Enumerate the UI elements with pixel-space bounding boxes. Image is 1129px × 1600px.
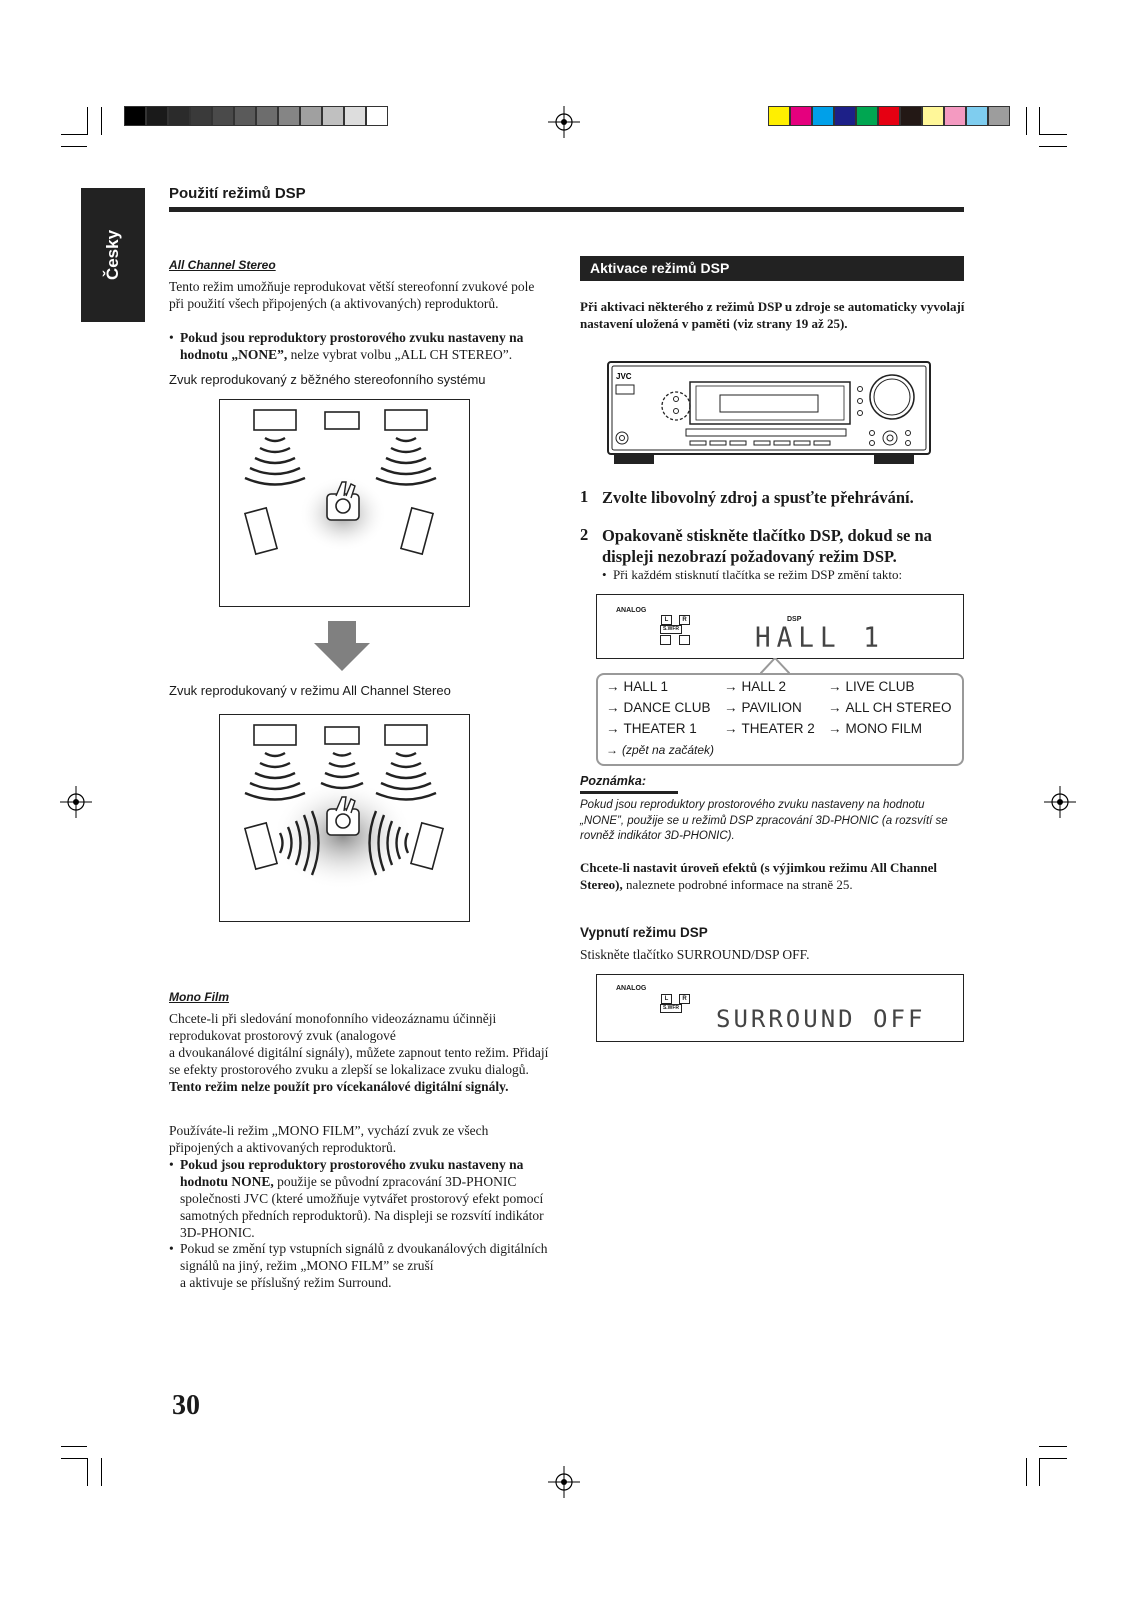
center-speaker-icon — [325, 412, 359, 429]
mono-paragraph-2: Používáte-li režim „MONO FILM”, vychází zvuk ze všech připojených a aktivovaných reproduktorů. — [169, 1123, 489, 1155]
mode-pavilion — [724, 700, 802, 715]
mode-label: THEATER 2 — [741, 721, 815, 736]
mode-label: HALL 2 — [741, 679, 787, 694]
lcd-display-hall — [596, 594, 964, 659]
calibration-swatch — [212, 106, 234, 126]
mono-p1b: a dvoukanálové digitální signály), můžete zapnout tento režim. Přidají se efekty prostorového zvuku a zlepší se lokalizace zvuku dialogů. — [169, 1045, 549, 1077]
calibration-swatch — [256, 106, 278, 126]
arrow-icon: → — [828, 721, 842, 736]
mode-label: LIVE CLUB — [845, 679, 915, 694]
step-2-text: Opakovaně stiskněte tlačítko DSP, dokud se na displeji nezobrazí požadovaný režim DSP. — [602, 526, 932, 566]
step-1-number: 1 — [580, 487, 589, 506]
note-text: Pokud jsou reproduktory prostorového zvuku nastaveny na hodnotu „NONE”, použije se u režimů DSP zpracování 3D-PHONIC (a rozsvítí se rovněž indikátor 3D-PHONIC). — [580, 799, 948, 842]
mono-p1: Chcete-li při sledování monofonního videozáznamu účinněji reprodukovat prostorový zvuk (analogové — [169, 1011, 497, 1043]
calibration-swatch — [366, 106, 388, 126]
lcd-swfr-indicator: S.WFR — [660, 625, 682, 634]
lcd-mode-text: HALL 1 — [755, 622, 885, 654]
crop-mark — [101, 1458, 102, 1486]
mode-all-ch-stereo — [828, 700, 952, 715]
mono-b2: Pokud se změní typ vstupních signálů z dvoukanálových digitálních signálů na jiný, režim „MONO FILM” se zruší — [180, 1241, 548, 1273]
section-header-activate: Aktivace režimů DSP — [580, 256, 964, 281]
mono-title: Mono Film — [169, 990, 229, 1004]
arrow-icon: → — [724, 721, 738, 736]
receiver-illustration — [604, 358, 936, 478]
calibration-swatch — [834, 106, 856, 126]
crop-mark — [87, 1458, 88, 1486]
registration-mark-icon — [60, 786, 92, 818]
crop-mark — [1026, 1458, 1027, 1486]
arrow-icon: → — [606, 700, 620, 715]
acs-bullet-rest: nelze vybrat volbu „ALL CH STEREO”. — [287, 347, 513, 362]
calibration-swatch — [344, 106, 366, 126]
acs-bullet-bold: Pokud jsou reproduktory prostorového zvuku nastaveny na hodnotu „NONE”, — [180, 330, 524, 362]
grey-calibration-bar — [124, 106, 388, 126]
mode-label: ALL CH STEREO — [845, 700, 952, 715]
arrow-icon: → — [606, 679, 620, 694]
calibration-swatch — [944, 106, 966, 126]
caption-stereo: Zvuk reprodukovaný z běžného stereofonního systému — [169, 372, 486, 387]
down-arrow-icon — [312, 621, 372, 671]
lcd-analog-label: ANALOG — [616, 607, 647, 614]
calibration-swatch — [146, 106, 168, 126]
front-right-speaker-icon — [385, 410, 427, 430]
surround-right-speaker-icon — [411, 823, 443, 869]
front-left-speaker-icon — [254, 725, 296, 745]
mono-bullet-2: • Pokud se změní typ vstupních signálů z dvoukanálových digitálních signálů na jiný, režim „MONO FILM” se zruší a aktivuje se příslušný režim Surround. — [169, 1241, 548, 1290]
lcd-display-surround-off — [596, 974, 964, 1042]
crop-mark — [1039, 134, 1067, 135]
crop-mark — [1039, 1446, 1067, 1447]
effects-bold: Chcete-li nastavit úroveň efektů (s výjimkou režimu All Channel Stereo), — [580, 860, 938, 892]
crop-mark — [1039, 146, 1067, 147]
calibration-swatch — [790, 106, 812, 126]
mode-live-club — [828, 679, 915, 694]
calibration-swatch — [124, 106, 146, 126]
calibration-swatch — [900, 106, 922, 126]
mono-bullet-1: • Pokud jsou reproduktory prostorového zvuku nastaveny na hodnotu NONE, použije se původní zpracování 3D-PHONIC společnosti JVC (které umožňuje vytvářet prostorový efekt pomocí samotných předních reproduktorů). Na displeji se rozsvítí indikátor 3D-PHONIC. — [169, 1157, 544, 1240]
language-tab — [81, 188, 145, 322]
lcd-rs-indicator — [679, 635, 690, 645]
stereo-diagram — [219, 399, 470, 607]
surround-right-speaker-icon — [401, 508, 433, 554]
crop-mark — [1039, 1458, 1040, 1486]
step-2-bullet: • Při každém stisknutí tlačítka se režim DSP změní takto: — [602, 567, 903, 582]
effects-rest: naleznete podrobné informace na straně 25. — [622, 877, 853, 892]
mode-label: THEATER 1 — [623, 721, 697, 736]
crop-mark — [1039, 107, 1040, 135]
caption-acs: Zvuk reprodukovaný v režimu All Channel Stereo — [169, 683, 451, 698]
mode-label: HALL 1 — [623, 679, 669, 694]
calibration-swatch — [966, 106, 988, 126]
acs-title: All Channel Stereo — [169, 258, 276, 272]
crop-mark — [1026, 107, 1027, 135]
calibration-swatch — [278, 106, 300, 126]
mode-back-to-start — [606, 743, 714, 757]
crop-mark — [61, 1446, 87, 1447]
mode-theater-1 — [606, 721, 697, 736]
page-number: 30 — [172, 1390, 200, 1421]
calibration-swatch — [190, 106, 212, 126]
calibration-swatch — [812, 106, 834, 126]
lcd-analog-label: ANALOG — [616, 985, 647, 992]
crop-mark — [1039, 1458, 1067, 1459]
front-right-speaker-icon — [385, 725, 427, 745]
mode-hall-1 — [606, 679, 668, 694]
note-rule — [580, 791, 678, 794]
dsp-off-text: Stiskněte tlačítko SURROUND/DSP OFF. — [580, 947, 810, 962]
lcd-dsp-label: DSP — [787, 616, 802, 623]
calibration-swatch — [988, 106, 1010, 126]
color-calibration-bar — [768, 106, 1010, 126]
arrow-icon: → — [724, 679, 738, 694]
lcd-swfr-indicator: S.WFR — [660, 1004, 682, 1013]
calibration-swatch — [878, 106, 900, 126]
step-1-text: Zvolte libovolný zdroj a spusťte přehrávání. — [602, 488, 914, 507]
brand-label: JVC — [616, 372, 632, 381]
page-title: Použití režimů DSP — [169, 185, 306, 202]
lcd-right-indicator: R — [679, 994, 690, 1004]
step-2-bullet-text: Při každém stisknutí tlačítka se režim DSP změní takto: — [613, 567, 903, 582]
arrow-icon: → — [606, 721, 620, 736]
mode-dance-club — [606, 700, 711, 715]
title-rule — [169, 207, 964, 212]
crop-mark — [101, 107, 102, 135]
step-2-number: 2 — [580, 525, 589, 544]
calibration-swatch — [856, 106, 878, 126]
crop-mark — [61, 1458, 87, 1459]
arrow-icon: → — [828, 700, 842, 715]
power-button-icon — [616, 385, 634, 394]
arrow-icon: → — [828, 679, 842, 694]
mode-theater-2 — [724, 721, 815, 736]
crop-mark — [87, 107, 88, 135]
center-speaker-icon — [325, 727, 359, 744]
arrow-icon: → — [724, 700, 738, 715]
mono-b2b: a aktivuje se příslušný režim Surround. — [180, 1275, 392, 1290]
mono-p1-bold: Tento režim nelze použít pro vícekanálové digitální signály. — [169, 1079, 509, 1094]
lcd-right-indicator: R — [679, 615, 690, 625]
lcd-left-indicator: L — [661, 615, 672, 625]
note-heading: Poznámka: — [580, 774, 646, 788]
mode-mono-film — [828, 721, 922, 736]
dsp-off-heading: Vypnutí režimu DSP — [580, 925, 708, 940]
phones-jack-icon — [616, 432, 628, 444]
mode-label: DANCE CLUB — [623, 700, 711, 715]
mono-b1-bold: Pokud jsou reproduktory prostorového zvuku nastaveny na hodnotu NONE, — [180, 1157, 524, 1189]
mode-hall-2 — [724, 679, 786, 694]
registration-mark-icon — [1044, 786, 1076, 818]
calibration-swatch — [234, 106, 256, 126]
calibration-swatch — [300, 106, 322, 126]
lcd-mode-text: SURROUND OFF — [716, 1005, 926, 1033]
calibration-swatch — [168, 106, 190, 126]
registration-mark-icon — [548, 1466, 580, 1498]
front-left-speaker-icon — [254, 410, 296, 430]
acs-paragraph: Tento režim umožňuje reprodukovat větší stereofonní zvukové pole při použití všech připojených (a aktivovaných) reproduktorů. — [169, 279, 535, 311]
lcd-left-indicator: L — [661, 994, 672, 1004]
speaker-layout-acs-illustration — [220, 715, 468, 920]
arrow-icon: → — [606, 743, 618, 757]
lcd-ls-indicator — [660, 635, 671, 645]
registration-mark-icon — [548, 106, 580, 138]
mode-label: MONO FILM — [845, 721, 922, 736]
surround-left-speaker-icon — [245, 823, 277, 869]
language-tab-label: Česky — [103, 229, 122, 281]
speaker-layout-stereo-illustration — [220, 400, 468, 605]
effects-paragraph — [580, 859, 965, 893]
mode-label: (zpět na začátek) — [622, 743, 715, 757]
mono-paragraph — [169, 1010, 554, 1095]
volume-knob-icon — [870, 375, 914, 419]
crop-mark — [61, 134, 87, 135]
acs-diagram — [219, 714, 470, 922]
calibration-swatch — [768, 106, 790, 126]
mono-b1-rest: použije se původní zpracování 3D-PHONIC společnosti JVC (které umožňuje vytvářet prostorový efekt pomocí samotných předních reproduktorů). Na displeji se rozsvítí indikátor 3D-PHONIC. — [180, 1174, 544, 1240]
acs-bullet: • Pokud jsou reproduktory prostorového zvuku nastaveny na hodnotu „NONE”, nelze vybrat volbu „ALL CH STEREO”. — [169, 330, 524, 362]
intro-bold: Při aktivaci některého z režimů DSP u zdroje se automaticky vyvolají nastavení uložená v paměti (viz strany 19 až 25). — [580, 299, 965, 331]
mode-label: PAVILION — [741, 700, 802, 715]
surround-left-speaker-icon — [245, 508, 277, 554]
calibration-swatch — [922, 106, 944, 126]
calibration-swatch — [322, 106, 344, 126]
crop-mark — [61, 146, 87, 147]
